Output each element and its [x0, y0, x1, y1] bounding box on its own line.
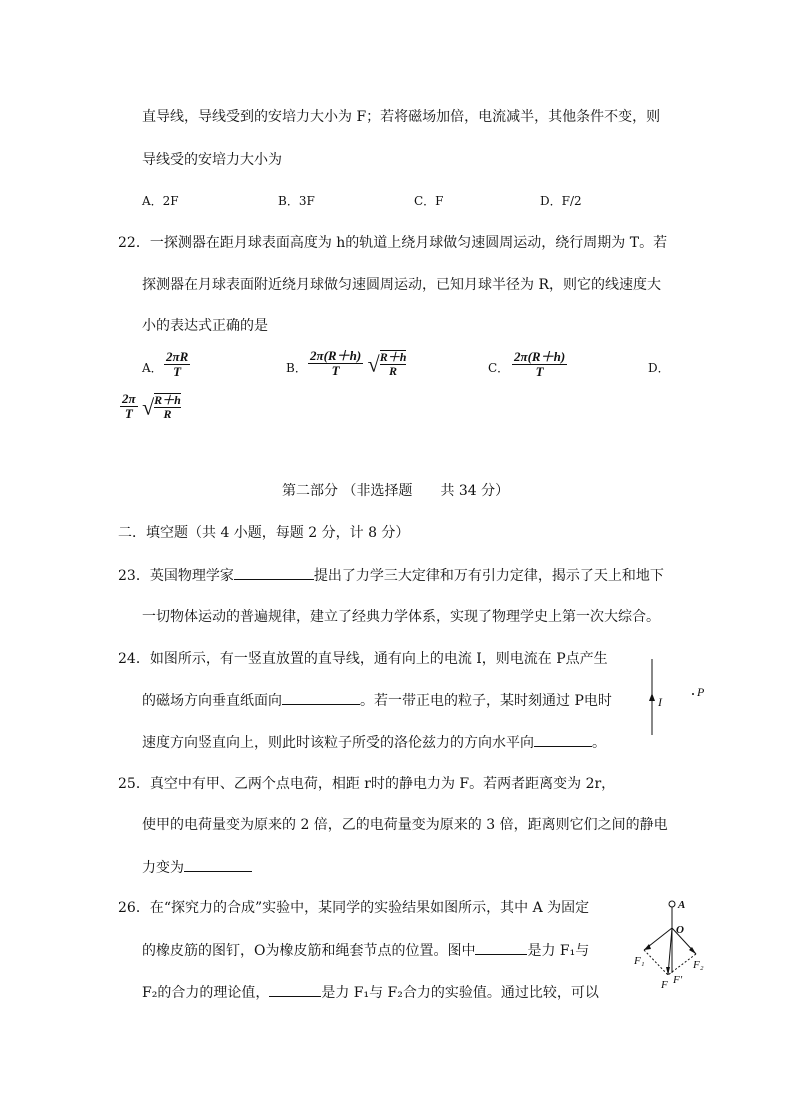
q23-text-a: 23．英国物理学家	[118, 568, 234, 584]
q21-option-c: C．F	[414, 194, 444, 208]
q26-figure-label-f1: F₁	[634, 955, 645, 967]
q23-answer-blank[interactable]	[234, 565, 314, 580]
q21-option-a: A．2F	[142, 194, 179, 208]
q26-answer-blank-2[interactable]	[269, 982, 321, 997]
point-p-dot	[692, 693, 694, 695]
q22-formula-a	[164, 350, 190, 379]
q26-figure-label-a: A	[678, 899, 686, 911]
q24-line3	[142, 732, 606, 753]
q22-formula-d	[120, 392, 181, 421]
q24-answer-blank-2[interactable]	[534, 732, 592, 747]
parallelogram-dash-1	[644, 950, 668, 975]
q22-line2: 探测器在月球表面附近绕月球做匀速圆周运动，已知月球半径为 R，则它的线速度大	[142, 277, 661, 293]
frac-b-numerator: 2π(R＋h)	[310, 348, 362, 363]
q24-figure-wire	[640, 655, 720, 740]
q25-answer-blank[interactable]	[184, 857, 252, 872]
q22-formula-b	[308, 349, 406, 378]
sqrt-b: √ $\frac{R+h}{R}$	[367, 349, 407, 378]
q26-line2-text-b: 是力 F₁与	[527, 943, 590, 959]
q24-figure-label-i: I	[658, 695, 662, 709]
q26-line3-text-a: F₂的合力的理论值，	[142, 985, 270, 1001]
q25-line3	[142, 857, 252, 878]
q22-line3: 小的表达式正确的是	[142, 318, 268, 334]
q21-line2: 导线受的安培力大小为	[142, 152, 282, 168]
q24-figure-label-p: P	[697, 685, 705, 699]
q21-line1: 直导线，导线受到的安培力大小为 F；若将磁场加倍，电流减半，其他条件不变，则	[142, 109, 661, 125]
sqrt-b-denominator: R	[389, 363, 398, 378]
q25-line3-text: 力变为	[142, 860, 184, 876]
q25-line1: 25．真空中有甲、乙两个点电荷，相距 r时的静电力为 F。若两者距离变为 2r，	[118, 776, 616, 792]
frac-a-numerator: 2πR	[166, 349, 189, 364]
q26-line2	[142, 940, 589, 961]
q26-line3	[142, 982, 599, 1003]
q24-line3-text-b: 。	[592, 735, 606, 751]
frac-b-denominator: T	[331, 363, 340, 378]
q24-answer-blank-1[interactable]	[282, 690, 360, 705]
q22-label-c: C．	[488, 361, 510, 375]
frac-d-denominator: T	[124, 406, 133, 421]
frac-c-numerator: 2π(R＋h)	[514, 349, 566, 364]
q26-line3-text-b: 是力 F₁与 F₂合力的实验值。通过比较，可以	[321, 985, 599, 1001]
q21-option-d: D．F/2	[540, 194, 582, 208]
q24-line2-text-a: 的磁场方向垂直纸面向	[142, 693, 282, 709]
q22-label-a: A．	[142, 361, 163, 375]
q26-figure-label-fprime: F′	[673, 974, 683, 986]
q22-formula-c	[512, 350, 567, 379]
q26-figure-label-f: F	[661, 979, 668, 991]
current-arrow-icon	[649, 693, 655, 701]
q22-label-b: B．	[286, 361, 307, 375]
q24-line3-text-a: 速度方向竖直向上，则此时该粒子所受的洛伦兹力的方向水平向	[142, 735, 534, 751]
sqrt-d: √ $\frac{R+h}{R}$	[142, 392, 181, 421]
q21-option-b: B．3F	[278, 194, 315, 208]
frac-a-denominator: T	[173, 364, 182, 379]
q25-line2: 使甲的电荷量变为原来的 2 倍，乙的电荷量变为原来的 3 倍，距离则它们之间的静电	[142, 817, 668, 833]
q24-line1: 24．如图所示，有一竖直放置的直导线，通有向上的电流 I，则电流在 P点产生	[118, 651, 608, 667]
part2-title: 第二部分 （非选择题 共 34 分）	[282, 483, 510, 499]
section-fill-blank-heading: 二．填空题（共 4 小题，每题 2 分，计 8 分）	[118, 525, 410, 541]
frac-c-denominator: T	[535, 364, 544, 379]
q22-line1: 22．一探测器在距月球表面高度为 h的轨道上绕月球做匀速圆周运动，绕行周期为 T。若	[118, 235, 668, 251]
q23-line2: 一切物体运动的普遍规律，建立了经典力学体系，实现了物理学史上第一次大综合。	[142, 609, 660, 625]
frac-d-numerator: 2π	[122, 391, 136, 406]
sqrt-b-numerator: R＋h	[379, 349, 407, 364]
q26-figure-label-o: O	[676, 924, 684, 936]
q26-line1: 26．在“探究力的合成”实验中，某同学的实验结果如图所示，其中 A 为固定	[118, 900, 590, 916]
q24-line2-text-b: 。若一带正电的粒子，某时刻通过 P电时	[360, 693, 612, 709]
q26-figure-label-f2: F₂	[693, 959, 704, 971]
q26-answer-blank-1[interactable]	[475, 940, 527, 955]
q23-line1	[118, 565, 664, 586]
q22-label-d: D．	[648, 361, 670, 375]
q23-text-b: 提出了力学三大定律和万有引力定律，揭示了天上和地下	[313, 568, 664, 584]
q26-line2-text-a: 的橡皮筋的图钉，O为橡皮筋和绳套节点的位置。图中	[142, 943, 476, 959]
q24-line2	[142, 690, 612, 711]
pin-a-circle	[669, 901, 675, 907]
sqrt-d-numerator: R＋h	[154, 392, 181, 407]
sqrt-d-denominator: R	[163, 406, 172, 421]
